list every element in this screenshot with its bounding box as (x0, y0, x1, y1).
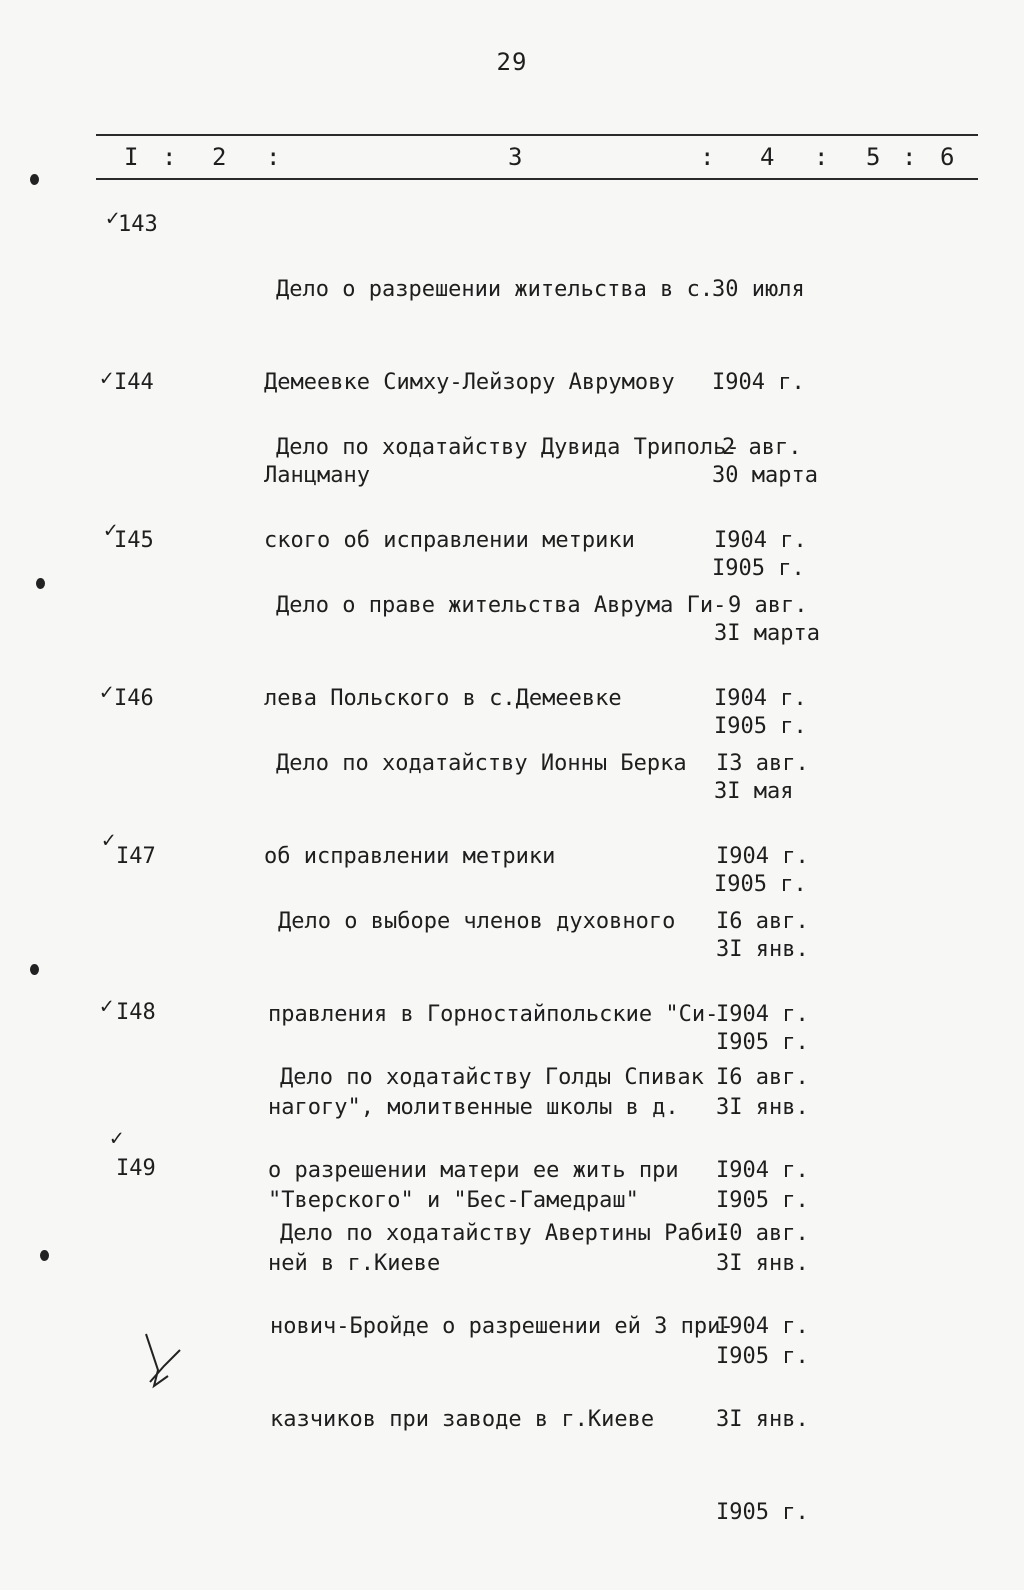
column-header-4: 4 (760, 143, 775, 171)
description-line: Дело о праве жительства Аврума Ги- (276, 593, 727, 618)
description-line: Дело о разрешении жительства в с. (276, 277, 714, 302)
punch-hole-mark (40, 1250, 49, 1261)
description-line: правления в Горностайпольские "Си- (268, 1002, 719, 1027)
record-dates (716, 1156, 809, 1590)
date-line: I6 авг. (716, 909, 809, 934)
table-header-bottom-rule (96, 178, 978, 180)
column-header-3: 3 (508, 143, 523, 171)
record-number: I45 (114, 528, 154, 553)
description-line: ского об исправлении метрики (264, 528, 635, 553)
date-line: I6 авг. (716, 1065, 809, 1090)
description-line: лева Польского в с.Демеевке (264, 686, 622, 711)
description-line: о разрешении матери ее жить при (268, 1158, 679, 1183)
description-line: нагогу", молитвенные школы в д. (268, 1095, 679, 1120)
punch-hole-mark (36, 578, 45, 589)
checkmark-icon: ✓ (104, 518, 118, 543)
column-header-1: I (124, 143, 139, 171)
handwritten-mark-icon (140, 1330, 190, 1390)
date-line: I904 г. (716, 1158, 809, 1183)
record-number: I49 (116, 1156, 156, 1181)
column-separator: : (700, 143, 715, 171)
date-line: I905 г. (714, 714, 807, 739)
description-line: Дело по ходатайству Ионны Берка (276, 751, 687, 776)
date-line: I3 авг. (716, 751, 809, 776)
record-number: I44 (114, 370, 154, 395)
record-number: 143 (118, 212, 158, 237)
column-separator: : (814, 143, 829, 171)
date-line: I904 г. (716, 1314, 809, 1339)
date-line: 2 авг. (722, 435, 802, 460)
date-line: I904 г. (716, 1002, 809, 1027)
record-description (270, 1156, 734, 1497)
date-line: 3I янв. (716, 1095, 809, 1120)
checkmark-icon: ✓ (100, 366, 114, 391)
date-line: I905 г. (716, 1030, 809, 1055)
date-line: I904 г. (712, 370, 805, 395)
punch-hole-mark (30, 964, 39, 975)
checkmark-icon: ✓ (100, 994, 114, 1019)
description-line: Дело о выборе членов духовного (278, 909, 676, 934)
date-line: I905 г. (716, 1188, 809, 1213)
column-header-2: 2 (212, 143, 227, 171)
date-line: I905 г. (712, 556, 805, 581)
column-separator: : (162, 143, 177, 171)
date-line: 3I янв. (716, 1251, 809, 1276)
description-line: "Тверского" и "Бес-Гамедраш" (268, 1188, 639, 1213)
date-line: I905 г. (716, 1344, 809, 1369)
column-header-5: 5 (866, 143, 881, 171)
column-separator: : (902, 143, 917, 171)
date-line: 3I янв. (716, 937, 809, 962)
date-line: 9 авг. (728, 593, 808, 618)
description-line: Ланцману (264, 463, 370, 488)
checkmark-icon: ✓ (100, 680, 114, 705)
date-line: 3I янв. (716, 1407, 809, 1432)
date-line: I905 г. (716, 1500, 809, 1525)
description-line: казчиков при заводе в г.Киеве (270, 1407, 655, 1432)
date-line: I904 г. (714, 528, 807, 553)
description-line: Дело по ходатайству Голды Спивак (280, 1065, 704, 1090)
description-line: ней в г.Киеве (268, 1251, 441, 1276)
table-header-top-rule (96, 134, 978, 136)
date-line: 3I марта (714, 621, 820, 646)
page-number: 29 (496, 48, 528, 76)
punch-hole-mark (30, 174, 39, 185)
date-line: I904 г. (716, 844, 809, 869)
record-number: I46 (114, 686, 154, 711)
record-number: I48 (116, 1000, 156, 1025)
description-line: нович-Бройде о разрешении ей 3 при- (270, 1314, 734, 1339)
record-entry (0, 1126, 1024, 1525)
date-line: 30 марта (712, 463, 818, 488)
date-line: I904 г. (714, 686, 807, 711)
description-line: Дело по ходатайству Дувида Триполь- (276, 435, 740, 460)
checkmark-icon: ✓ (102, 828, 116, 853)
date-line: I905 г. (714, 872, 807, 897)
description-line: об исправлении метрики (264, 844, 556, 869)
column-separator: : (266, 143, 281, 171)
description-line: Демеевке Симху-Лейзору Аврумову (264, 370, 675, 395)
record-number: I47 (116, 844, 156, 869)
date-line: 3I мая (714, 779, 794, 804)
checkmark-icon: ✓ (106, 206, 120, 231)
description-line: Дело по ходатайству Авертины Раби- (280, 1221, 731, 1246)
date-line: I0 авг. (716, 1221, 809, 1246)
date-line: 30 июля (712, 277, 805, 302)
column-header-6: 6 (940, 143, 955, 171)
checkmark-icon: ✓ (110, 1126, 124, 1151)
